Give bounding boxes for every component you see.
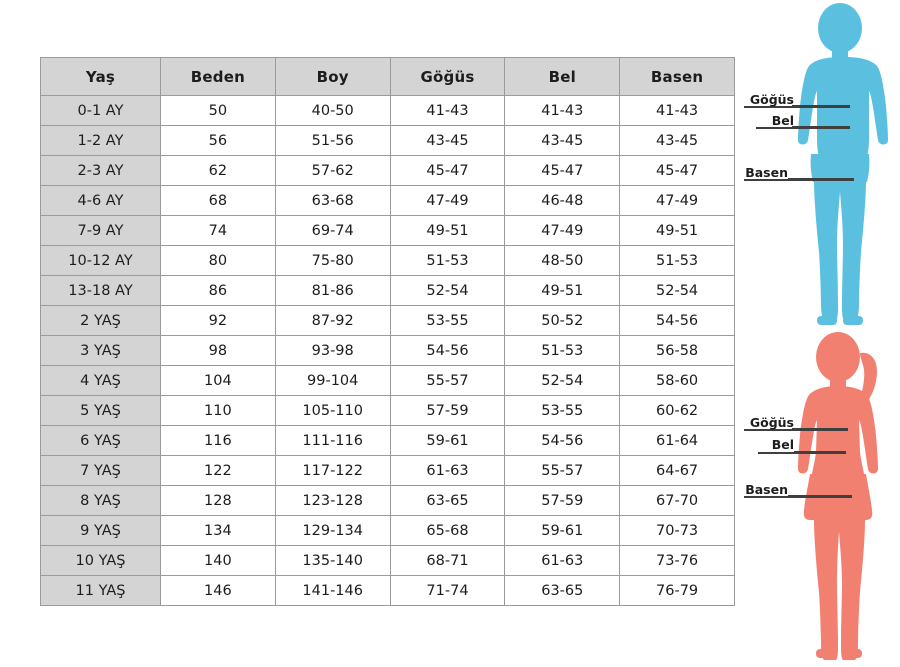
cell-chest: 49-51 [390, 216, 505, 246]
girl-chest-line [792, 428, 848, 431]
column-header-hip: Basen [620, 58, 735, 96]
girl-waist-leader [758, 452, 794, 454]
table-row [41, 96, 735, 126]
cell-height: 75-80 [275, 246, 390, 276]
cell-hip: 51-53 [620, 246, 735, 276]
cell-size: 110 [161, 396, 276, 426]
cell-waist: 50-52 [505, 306, 620, 336]
cell-height: 117-122 [275, 456, 390, 486]
cell-chest: 59-61 [390, 426, 505, 456]
cell-chest: 68-71 [390, 546, 505, 576]
cell-size: 86 [161, 276, 276, 306]
boy-waist-line [792, 126, 850, 129]
cell-height: 105-110 [275, 396, 390, 426]
cell-size: 146 [161, 576, 276, 606]
cell-hip: 58-60 [620, 366, 735, 396]
cell-size: 92 [161, 306, 276, 336]
cell-waist: 63-65 [505, 576, 620, 606]
cell-hip: 43-45 [620, 126, 735, 156]
cell-age: 9 YAŞ [41, 516, 161, 546]
size-table-container [40, 57, 734, 606]
cell-chest: 63-65 [390, 486, 505, 516]
girl-chest-label: Göğüs [749, 415, 794, 430]
cell-height: 69-74 [275, 216, 390, 246]
boy-hip-line [788, 178, 854, 181]
table-row [41, 546, 735, 576]
cell-age: 13-18 AY [41, 276, 161, 306]
column-header-age: Yaş [41, 58, 161, 96]
table-row [41, 456, 735, 486]
cell-waist: 51-53 [505, 336, 620, 366]
cell-chest: 53-55 [390, 306, 505, 336]
boy-chest-label: Göğüs [749, 92, 794, 107]
cell-chest: 47-49 [390, 186, 505, 216]
table-row [41, 516, 735, 546]
cell-hip: 70-73 [620, 516, 735, 546]
cell-size: 122 [161, 456, 276, 486]
cell-chest: 45-47 [390, 156, 505, 186]
cell-size: 128 [161, 486, 276, 516]
girl-waist-label: Bel [771, 437, 794, 452]
cell-age: 10-12 AY [41, 246, 161, 276]
cell-waist: 47-49 [505, 216, 620, 246]
cell-age: 4 YAŞ [41, 366, 161, 396]
figures-panel [736, 0, 900, 667]
table-row [41, 186, 735, 216]
cell-waist: 48-50 [505, 246, 620, 276]
cell-height: 93-98 [275, 336, 390, 366]
column-header-chest: Göğüs [390, 58, 505, 96]
cell-hip: 52-54 [620, 276, 735, 306]
cell-waist: 52-54 [505, 366, 620, 396]
cell-hip: 76-79 [620, 576, 735, 606]
cell-chest: 61-63 [390, 456, 505, 486]
cell-age: 11 YAŞ [41, 576, 161, 606]
boy-figure-block [736, 2, 900, 335]
girl-silhouette-icon [780, 331, 900, 667]
cell-hip: 61-64 [620, 426, 735, 456]
cell-height: 111-116 [275, 426, 390, 456]
cell-chest: 41-43 [390, 96, 505, 126]
cell-age: 5 YAŞ [41, 396, 161, 426]
column-header-height: Boy [275, 58, 390, 96]
cell-chest: 43-45 [390, 126, 505, 156]
cell-size: 80 [161, 246, 276, 276]
column-header-waist: Bel [505, 58, 620, 96]
cell-waist: 59-61 [505, 516, 620, 546]
boy-chest-line [792, 105, 850, 108]
cell-chest: 57-59 [390, 396, 505, 426]
cell-hip: 60-62 [620, 396, 735, 426]
cell-height: 87-92 [275, 306, 390, 336]
table-body [41, 96, 735, 606]
cell-age: 8 YAŞ [41, 486, 161, 516]
cell-chest: 52-54 [390, 276, 505, 306]
cell-waist: 43-45 [505, 126, 620, 156]
cell-size: 104 [161, 366, 276, 396]
girl-figure-block [736, 331, 900, 664]
cell-waist: 53-55 [505, 396, 620, 426]
table-header-row [41, 58, 735, 96]
cell-size: 116 [161, 426, 276, 456]
cell-size: 50 [161, 96, 276, 126]
cell-size: 134 [161, 516, 276, 546]
table-row [41, 366, 735, 396]
table-row [41, 336, 735, 366]
girl-waist-line [794, 451, 846, 454]
cell-age: 6 YAŞ [41, 426, 161, 456]
cell-size: 140 [161, 546, 276, 576]
cell-height: 135-140 [275, 546, 390, 576]
table-row [41, 126, 735, 156]
boy-silhouette-icon [780, 2, 900, 335]
table-header [41, 58, 735, 96]
cell-height: 57-62 [275, 156, 390, 186]
cell-waist: 49-51 [505, 276, 620, 306]
column-header-size: Beden [161, 58, 276, 96]
cell-chest: 55-57 [390, 366, 505, 396]
table-row [41, 156, 735, 186]
size-table [40, 57, 735, 606]
cell-size: 62 [161, 156, 276, 186]
cell-chest: 54-56 [390, 336, 505, 366]
table-row [41, 396, 735, 426]
cell-age: 0-1 AY [41, 96, 161, 126]
cell-waist: 54-56 [505, 426, 620, 456]
table-row [41, 486, 735, 516]
cell-age: 10 YAŞ [41, 546, 161, 576]
cell-age: 7-9 AY [41, 216, 161, 246]
cell-hip: 45-47 [620, 156, 735, 186]
cell-height: 123-128 [275, 486, 390, 516]
girl-hip-line [788, 495, 852, 498]
cell-chest: 51-53 [390, 246, 505, 276]
cell-height: 141-146 [275, 576, 390, 606]
cell-age: 2 YAŞ [41, 306, 161, 336]
cell-hip: 41-43 [620, 96, 735, 126]
table-row [41, 246, 735, 276]
cell-age: 1-2 AY [41, 126, 161, 156]
boy-waist-label: Bel [771, 113, 794, 128]
cell-height: 129-134 [275, 516, 390, 546]
cell-hip: 73-76 [620, 546, 735, 576]
cell-waist: 45-47 [505, 156, 620, 186]
table-row [41, 306, 735, 336]
table-row [41, 426, 735, 456]
cell-waist: 61-63 [505, 546, 620, 576]
table-row [41, 576, 735, 606]
cell-age: 4-6 AY [41, 186, 161, 216]
cell-waist: 46-48 [505, 186, 620, 216]
cell-age: 2-3 AY [41, 156, 161, 186]
cell-hip: 54-56 [620, 306, 735, 336]
cell-waist: 55-57 [505, 456, 620, 486]
cell-size: 98 [161, 336, 276, 366]
cell-chest: 65-68 [390, 516, 505, 546]
cell-hip: 56-58 [620, 336, 735, 366]
cell-height: 40-50 [275, 96, 390, 126]
cell-size: 56 [161, 126, 276, 156]
cell-size: 74 [161, 216, 276, 246]
cell-height: 99-104 [275, 366, 390, 396]
cell-age: 7 YAŞ [41, 456, 161, 486]
cell-hip: 49-51 [620, 216, 735, 246]
table-row [41, 276, 735, 306]
cell-hip: 64-67 [620, 456, 735, 486]
table-row [41, 216, 735, 246]
cell-hip: 67-70 [620, 486, 735, 516]
cell-age: 3 YAŞ [41, 336, 161, 366]
cell-size: 68 [161, 186, 276, 216]
cell-waist: 57-59 [505, 486, 620, 516]
cell-height: 81-86 [275, 276, 390, 306]
boy-hip-label: Basen [745, 165, 788, 180]
girl-hip-label: Basen [745, 482, 788, 497]
cell-hip: 47-49 [620, 186, 735, 216]
cell-chest: 71-74 [390, 576, 505, 606]
cell-height: 51-56 [275, 126, 390, 156]
cell-waist: 41-43 [505, 96, 620, 126]
cell-height: 63-68 [275, 186, 390, 216]
